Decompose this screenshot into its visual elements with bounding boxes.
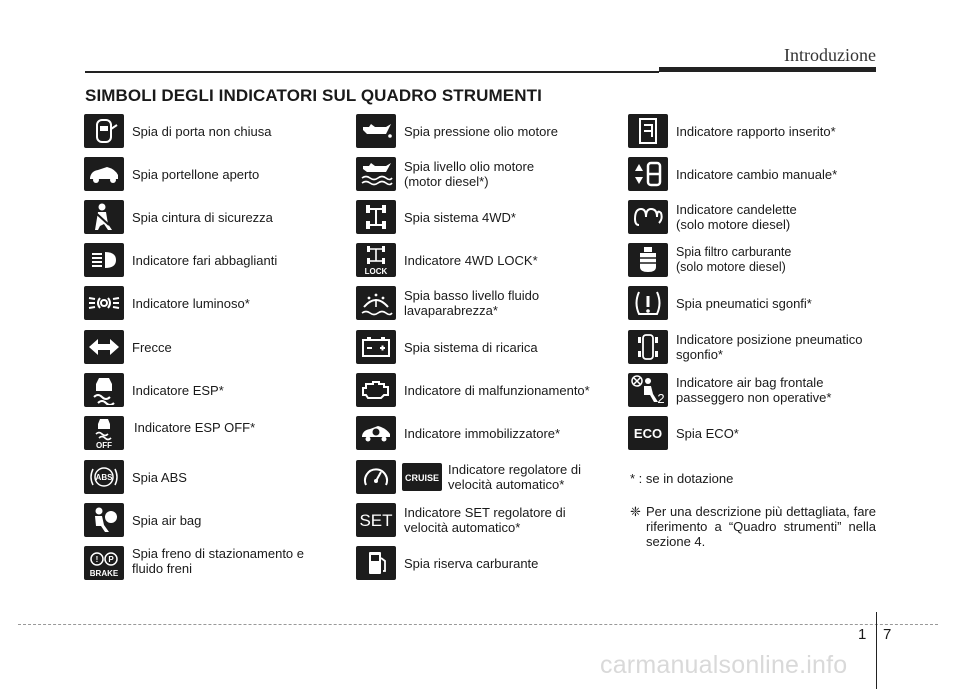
symbol-item: [356, 503, 566, 537]
symbol-label: Spia riserva carburante: [404, 555, 539, 571]
symbol-label: Spia cintura di sicurezza: [132, 209, 273, 225]
chapter-number: 1: [858, 626, 867, 643]
symbol-item: [356, 460, 581, 494]
symbol-label: Spia ABS: [132, 469, 187, 485]
symbol-label: Indicatore 4WD LOCK*: [404, 252, 538, 268]
manual-shift-icon: [628, 157, 668, 191]
cruise-set-badge: SET: [359, 511, 393, 530]
symbol-item: [628, 243, 791, 277]
4wd-lock-icon: [356, 243, 396, 277]
cruise-badge: CRUISE: [404, 473, 440, 483]
svg-text:!: !: [95, 555, 99, 564]
symbol-label: Spia sistema di ricarica: [404, 339, 538, 355]
symbol-label: Spia portellone aperto: [132, 166, 260, 182]
light-indicator-icon: [84, 286, 124, 320]
eco-badge: ECO: [633, 426, 663, 441]
gear-position-icon: [628, 114, 668, 148]
page-number: 7: [883, 626, 892, 643]
abs-badge: ABS: [95, 473, 113, 482]
symbol-label: Indicatore luminoso*: [132, 295, 250, 311]
symbol-item: [628, 286, 812, 320]
door-ajar-icon: [84, 114, 124, 148]
section-header: Introduzione: [784, 45, 876, 65]
tire-position-icon: [628, 330, 668, 364]
fuel-icon: [356, 546, 396, 580]
cruise-icon: [402, 463, 442, 491]
brake-icon: [84, 546, 124, 580]
4wd-lock-badge: LOCK: [364, 267, 388, 276]
symbol-item: [356, 373, 590, 407]
symbol-item: [84, 416, 255, 450]
symbol-item: [84, 243, 277, 277]
turn-signal-icon: [84, 330, 124, 364]
asterisk-note: * : se in dotazione: [630, 471, 734, 486]
symbol-item: [84, 200, 273, 234]
engine-check-icon: [356, 373, 396, 407]
glow-plug-icon: [628, 200, 668, 234]
symbol-label: Indicatore SET regolatore di velocità automatico*: [404, 505, 566, 535]
symbol-label: Spia sistema 4WD*: [404, 209, 516, 225]
symbol-item: [356, 243, 538, 277]
4wd-icon: [356, 200, 396, 234]
symbol-label: Indicatore regolatore di velocità automatico*: [448, 462, 581, 492]
symbol-item: [356, 286, 539, 320]
symbol-item: [84, 157, 259, 191]
symbol-item: [628, 330, 862, 364]
tailgate-open-icon: [84, 157, 124, 191]
symbol-label: Spia air bag: [132, 512, 202, 528]
header-rule-thick: [659, 67, 876, 72]
tire-pressure-icon: [628, 286, 668, 320]
symbol-label: Indicatore fari abbaglianti: [132, 252, 278, 268]
symbol-item: [356, 157, 534, 191]
esp-icon: [84, 373, 124, 407]
esp-off-icon: [84, 416, 124, 450]
symbol-item: [628, 200, 797, 234]
symbol-label: Indicatore posizione pneumatico sgonfio*: [676, 332, 863, 362]
symbol-label: Indicatore cambio manuale*: [676, 166, 838, 182]
symbol-item: [628, 114, 836, 148]
symbol-label: Indicatore ESP*: [132, 382, 224, 398]
symbol-label: Spia basso livello fluido lavaparabrezza*: [404, 288, 540, 318]
reference-text: Per una descrizione più dettagliata, fare riferimento a “Quadro strumenti” nella sezione 4.: [646, 504, 876, 549]
symbol-label: Indicatore candelette (solo motore diesel): [676, 202, 797, 232]
symbol-item: [84, 286, 250, 320]
symbol-item: [84, 114, 271, 148]
symbol-item: [84, 503, 201, 537]
watermark: carmanualsonline.info: [600, 651, 848, 679]
footer-vertical-line: [876, 612, 877, 689]
abs-icon: [84, 460, 124, 494]
symbol-label: Spia pressione olio motore: [404, 123, 558, 139]
footer-dashed-line: [18, 624, 938, 625]
symbol-label: Indicatore rapporto inserito*: [676, 123, 836, 139]
symbol-item: [356, 200, 516, 234]
symbol-item: [84, 373, 224, 407]
symbol-label: Spia livello olio motore (motor diesel*): [404, 159, 535, 189]
airbag-icon: [84, 503, 124, 537]
seat-belt-icon: [84, 200, 124, 234]
symbol-item: [628, 416, 739, 450]
immobilizer-icon: [356, 416, 396, 450]
symbol-label: Indicatore ESP OFF*: [134, 419, 256, 435]
passenger-airbag-off-icon: [628, 373, 668, 407]
symbol-label: Spia ECO*: [676, 425, 739, 441]
oil-level-icon: [356, 157, 396, 191]
reference-mark: ❈: [630, 504, 641, 519]
svg-text:P: P: [108, 555, 114, 564]
high-beam-icon: [84, 243, 124, 277]
symbol-item: [628, 373, 831, 407]
symbol-label: Frecce: [132, 339, 172, 355]
symbol-item: [356, 546, 538, 580]
reference-note: [630, 504, 876, 549]
symbol-item: [356, 114, 558, 148]
symbol-label: Spia pneumatici sgonfi*: [676, 295, 812, 311]
symbol-label: Indicatore air bag frontale passeggero non operative*: [676, 375, 832, 405]
speedometer-icon: [356, 460, 396, 494]
header-rule: [85, 71, 659, 73]
battery-icon: [356, 330, 396, 364]
eco-icon: [628, 416, 668, 450]
oil-pressure-icon: [356, 114, 396, 148]
brake-badge: BRAKE: [89, 569, 119, 578]
symbol-item: [356, 416, 560, 450]
symbol-label: Spia di porta non chiusa: [132, 123, 272, 139]
esp-off-badge: OFF: [96, 441, 112, 449]
fuel-filter-icon: [628, 243, 668, 277]
page-title: SIMBOLI DEGLI INDICATORI SUL QUADRO STRUMENTI: [85, 86, 542, 105]
symbol-label: Indicatore di malfunzionamento*: [404, 382, 590, 398]
symbol-label: Spia filtro carburante (solo motore diesel): [676, 245, 792, 274]
symbol-label: Spia freno di stazionamento e fluido freni: [132, 546, 304, 576]
symbol-item: [356, 330, 538, 364]
symbol-label: Indicatore immobilizzatore*: [404, 425, 561, 441]
svg-text:2: 2: [657, 391, 665, 406]
symbol-item: [84, 330, 172, 364]
symbol-item: [628, 157, 837, 191]
symbol-item: [84, 546, 304, 580]
symbol-item: [84, 460, 187, 494]
washer-fluid-icon: [356, 286, 396, 320]
cruise-set-icon: [356, 503, 396, 537]
